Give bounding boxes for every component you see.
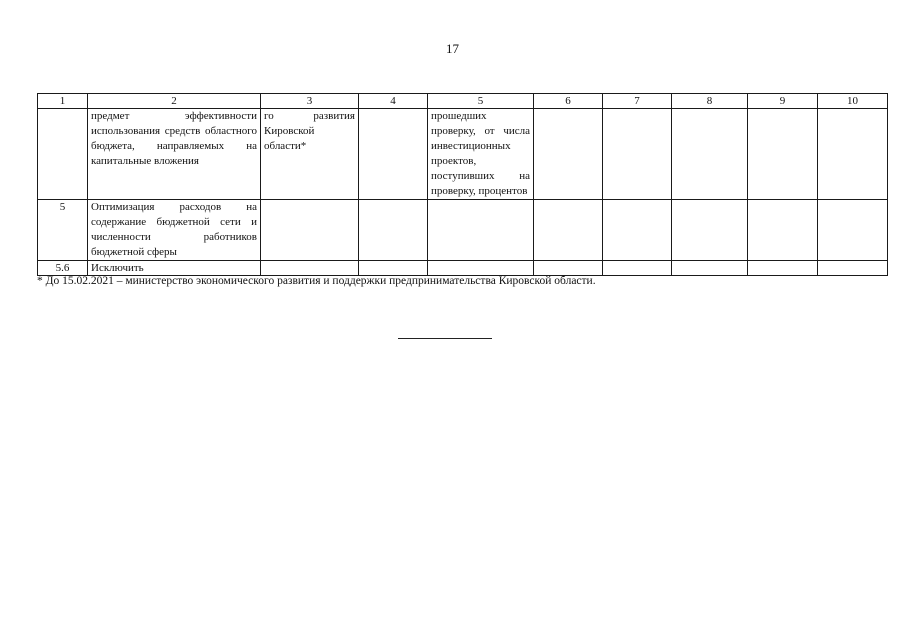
table-cell [534, 200, 603, 261]
table-cell [818, 109, 888, 200]
table-cell [603, 200, 672, 261]
column-header-1: 1 [38, 94, 88, 109]
row-number-cell: 5 [38, 200, 88, 261]
table-header-row [38, 94, 888, 109]
column-header-10: 10 [818, 94, 888, 109]
measure-name-cell: Оптимизация расходов на содержание бюджетной сети и численности работников бюджетной сферы [88, 200, 261, 261]
column-header-7: 7 [603, 94, 672, 109]
column-header-6: 6 [534, 94, 603, 109]
table-cell [261, 200, 359, 261]
data-table [37, 93, 888, 276]
row-number-cell [38, 109, 88, 200]
table-cell [534, 109, 603, 200]
end-divider [398, 338, 492, 339]
table-row [38, 109, 888, 200]
table-cell [359, 109, 428, 200]
column-header-4: 4 [359, 94, 428, 109]
indicator-name-cell: прошедших проверку, от числа инвестиционных проектов, поступивших на проверку, процентов [428, 109, 534, 200]
page-number: 17 [446, 41, 459, 56]
row-number-cell: 5.6 [38, 261, 88, 276]
table-cell [748, 200, 818, 261]
table-cell [748, 109, 818, 200]
table-cell [672, 200, 748, 261]
measure-name-cell: Исключить [88, 261, 261, 276]
column-header-9: 9 [748, 94, 818, 109]
table-cell [359, 200, 428, 261]
table-cell [428, 200, 534, 261]
column-header-8: 8 [672, 94, 748, 109]
column-header-2: 2 [88, 94, 261, 109]
footnote: * До 15.02.2021 – министерство экономического развития и поддержки предпринимательства Кировской области. [37, 275, 596, 287]
measure-name-cell: предмет эффективности использования средств областного бюджета, направляемых на капитальные вложения [88, 109, 261, 200]
column-header-5: 5 [428, 94, 534, 109]
table-cell [818, 200, 888, 261]
table-row [38, 200, 888, 261]
column-header-3: 3 [261, 94, 359, 109]
table-cell [603, 109, 672, 200]
table-cell [672, 109, 748, 200]
responsible-executor-cell: го развития Кировской области* [261, 109, 359, 200]
